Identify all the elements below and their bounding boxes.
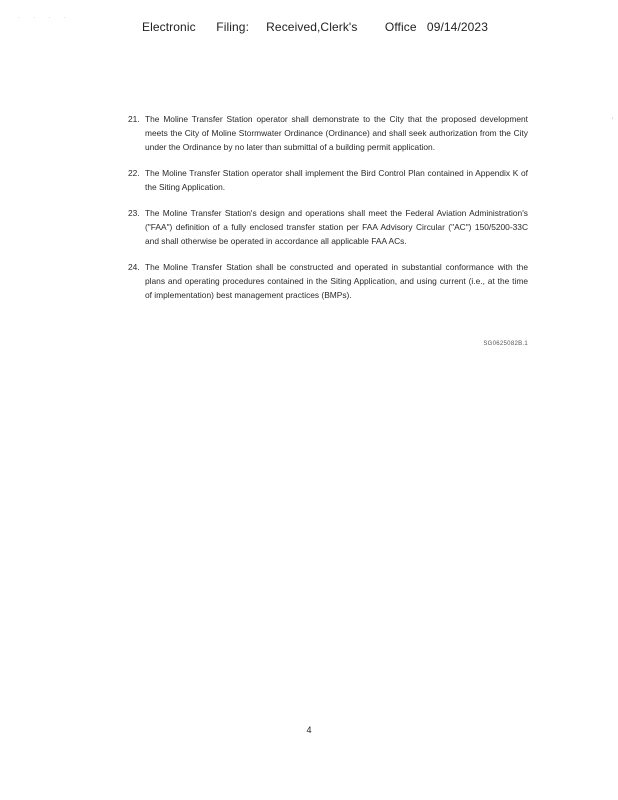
condition-item xyxy=(128,166,528,194)
page-number: 4 xyxy=(306,725,312,735)
conditions-list xyxy=(128,112,528,314)
condition-text: The Moline Transfer Station operator shall demonstrate to the City that the proposed development meets the City of Moline Stormwater Ordinance (Ordinance) and shall seek authorization from the City under the Ordinance by no later than submittal of a building permit application. xyxy=(145,114,528,152)
condition-item xyxy=(128,112,528,154)
condition-number: 21. xyxy=(128,114,140,124)
condition-text: The Moline Transfer Station shall be constructed and operated in substantial conformance with the plans and operating procedures contained in the Siting Application, and using current (i.e., at the time of implementation) best management practices (BMPs). xyxy=(145,262,528,300)
document-code: SG0625082B.1 xyxy=(483,341,528,347)
condition-item xyxy=(128,206,528,248)
condition-text: The Moline Transfer Station operator shall implement the Bird Control Plan contained in Appendix K of the Siting Application. xyxy=(145,168,528,192)
condition-text: The Moline Transfer Station's design and operations shall meet the Federal Aviation Administration's ("FAA") definition of a fully enclosed transfer station per FAA Advisory Circular ("AC") 150/5200-33C and shall otherwise be operated in accordance all applicable FAA ACs. xyxy=(145,208,528,246)
condition-number: 23. xyxy=(128,208,140,218)
condition-number: 24. xyxy=(128,262,140,272)
condition-number: 22. xyxy=(128,168,140,178)
electronic-filing-stamp: Electronic Filing: Received,Clerk's Office 09/14/2023 xyxy=(142,20,488,34)
scan-edge-mark: ' xyxy=(612,118,614,124)
scan-artifact-marks: . . . . xyxy=(18,14,72,20)
condition-item xyxy=(128,260,528,302)
